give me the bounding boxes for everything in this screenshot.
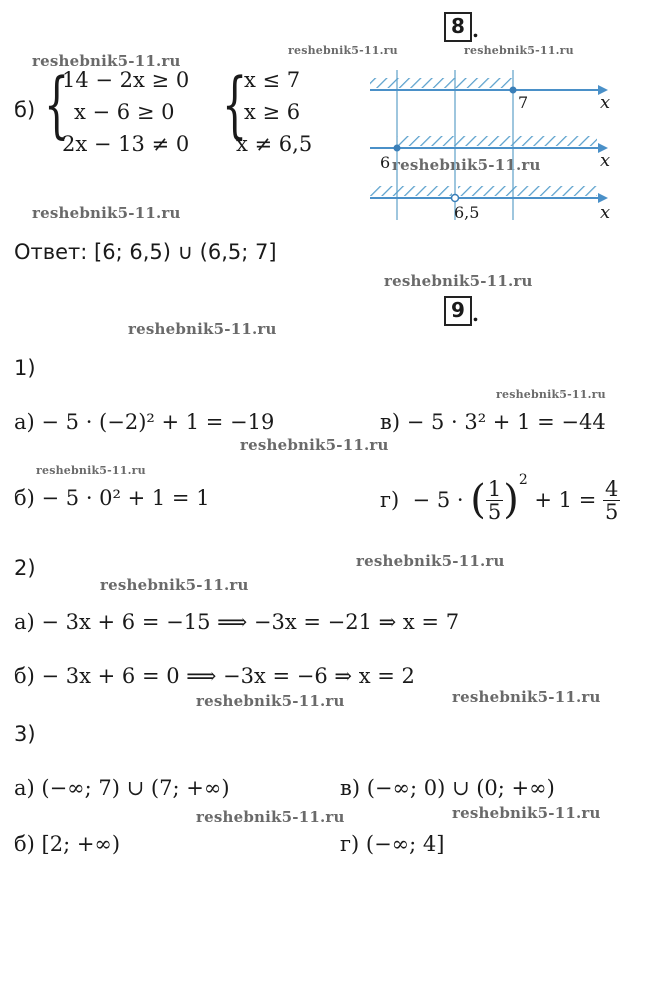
watermark: reshebnik5-11.ru xyxy=(496,388,606,401)
system-brace: { xyxy=(44,62,70,146)
result-numerator: 4 xyxy=(605,476,619,501)
hatch-region xyxy=(458,186,597,196)
interval-answer: б) [2; +∞) xyxy=(14,832,121,856)
hatch-region xyxy=(397,136,597,146)
watermark: reshebnik5-11.ru xyxy=(128,320,277,338)
system-line: x − 6 ≥ 0 xyxy=(74,100,175,124)
equation: в) − 5 · 3² + 1 = −44 xyxy=(380,410,606,434)
right-paren: ) xyxy=(503,477,519,523)
point-6-5 xyxy=(452,195,459,202)
watermark: reshebnik5-11.ru xyxy=(100,576,249,594)
equation-fraction xyxy=(380,470,620,530)
watermark: reshebnik5-11.ru xyxy=(32,204,181,222)
answer: Ответ: [6; 6,5) ∪ (6,5; 7] xyxy=(14,240,277,264)
mark-6-5: 6,5 xyxy=(454,203,480,222)
interval-answer: в) (−∞; 0) ∪ (0; +∞) xyxy=(340,776,555,800)
number-line-diagram xyxy=(360,70,645,230)
task-number-box: 8 xyxy=(444,12,472,42)
watermark: reshebnik5-11.ru xyxy=(240,436,389,454)
axis-label: x xyxy=(600,202,611,223)
part-label: 1) xyxy=(14,356,36,380)
equation: а) − 3x + 6 = −15 ⟹ −3x = −21 ⇒ x = 7 xyxy=(14,610,460,634)
watermark: reshebnik5-11.ru xyxy=(464,44,574,57)
watermark: reshebnik5-11.ru xyxy=(196,808,345,826)
result-fraction xyxy=(603,478,620,523)
equation-prefix: г) − 5 · xyxy=(380,488,471,512)
watermark: reshebnik5-11.ru xyxy=(196,692,345,710)
mark-7: 7 xyxy=(518,93,529,112)
system-line: 14 − 2x ≥ 0 xyxy=(62,68,190,92)
interval-answer: а) (−∞; 7) ∪ (7; +∞) xyxy=(14,776,230,800)
equation: а) − 5 · (−2)² + 1 = −19 xyxy=(14,410,275,434)
watermark: reshebnik5-11.ru xyxy=(384,272,533,290)
watermark: reshebnik5-11.ru xyxy=(452,804,601,822)
subtask-label: б) xyxy=(14,98,36,122)
watermark: reshebnik5-11.ru xyxy=(356,552,505,570)
equation-middle: + 1 = xyxy=(527,488,603,512)
fraction-denominator: 5 xyxy=(487,499,502,524)
point-6 xyxy=(394,145,401,152)
task-number-dot: . xyxy=(472,302,479,326)
system-line: x ≥ 6 xyxy=(244,100,301,124)
system-brace: { xyxy=(222,62,248,146)
watermark: reshebnik5-11.ru xyxy=(32,52,181,70)
system-line: x ≤ 7 xyxy=(244,68,301,92)
exponent: 2 xyxy=(518,472,528,488)
task-number-dot: . xyxy=(472,18,479,42)
fraction-numerator: 1 xyxy=(487,476,502,501)
interval-answer: г) (−∞; 4] xyxy=(340,832,445,856)
mark-6: 6 xyxy=(380,153,391,172)
result-denominator: 5 xyxy=(605,499,619,524)
point-7 xyxy=(510,87,517,94)
watermark: reshebnik5-11.ru xyxy=(36,464,146,477)
axis-label: x xyxy=(600,150,611,171)
watermark: reshebnik5-11.ru xyxy=(452,688,601,706)
hatch-region xyxy=(370,186,452,196)
equation: б) − 3x + 6 = 0 ⟹ −3x = −6 ⇒ x = 2 xyxy=(14,664,415,688)
task-number-box: 9 xyxy=(444,296,472,326)
system-line: x ≠ 6,5 xyxy=(236,132,313,156)
hatch-region xyxy=(370,78,513,88)
axis-label: x xyxy=(600,92,611,113)
part-label: 3) xyxy=(14,722,36,746)
left-paren: ( xyxy=(470,477,486,523)
watermark: reshebnik5-11.ru xyxy=(392,156,541,174)
system-line: 2x − 13 ≠ 0 xyxy=(62,132,190,156)
watermark: reshebnik5-11.ru xyxy=(288,44,398,57)
equation: б) − 5 · 0² + 1 = 1 xyxy=(14,486,210,510)
part-label: 2) xyxy=(14,556,36,580)
fraction xyxy=(486,478,503,523)
